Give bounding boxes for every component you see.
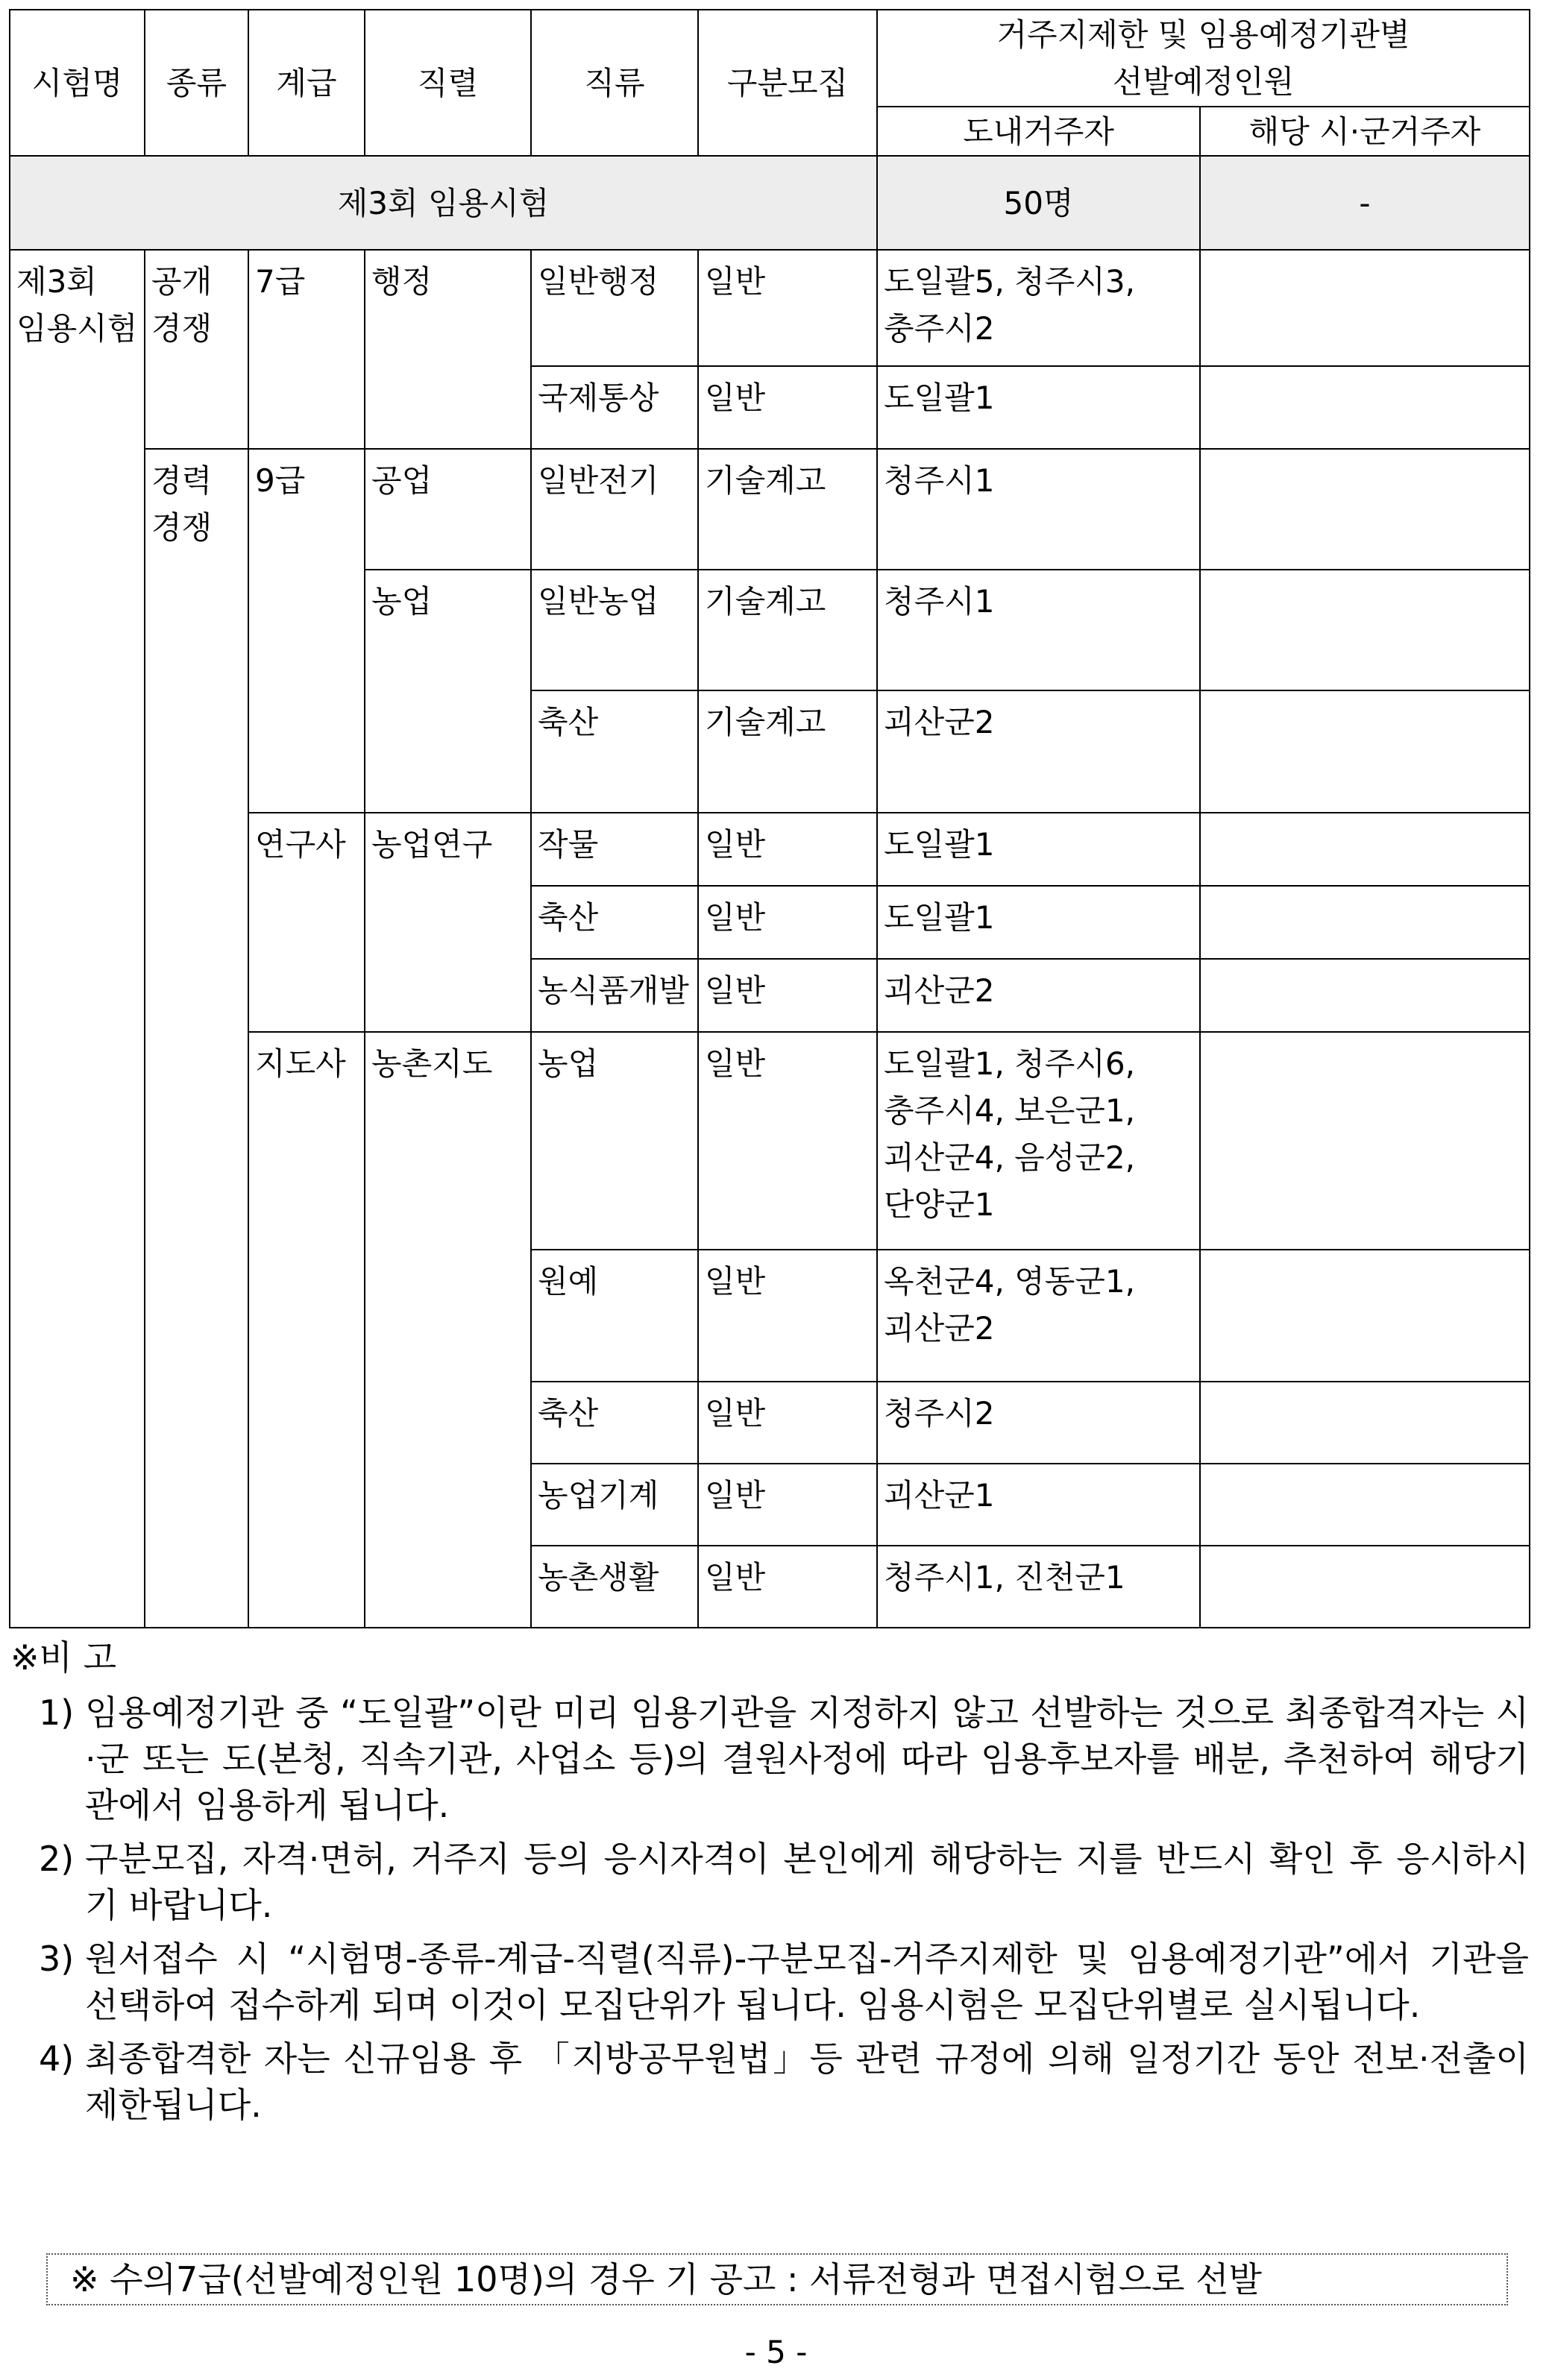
local-quota-cell xyxy=(1201,1464,1529,1472)
notes-section xyxy=(9,1633,1529,2128)
series-agri-cell: 농업 xyxy=(371,582,433,620)
quota-cell: 청주시1 xyxy=(884,582,995,620)
series-industry-cell: 공업 xyxy=(371,462,433,499)
grade-instructor-cell: 지도사 xyxy=(255,1045,346,1083)
recruit-cell: 일반 xyxy=(705,1476,766,1514)
note-text: 원서접수 시 “시험명-종류-계급-직렬(직류)-구분모집-거주지제한 및 임용예정기관”에서 기관을 선택하여 접수하게 되며 이것이 모집단위가 됩니다. 임용시험은 모집단위별로 실시됩니다. xyxy=(85,1939,1529,2025)
note-number: 2) xyxy=(39,1839,75,1879)
quota-cell: 괴산군2 xyxy=(884,703,995,740)
category-cell: 축산 xyxy=(538,1394,599,1432)
recruit-cell: 일반 xyxy=(705,1558,766,1596)
quota-cell: 괴산군2 xyxy=(884,972,995,1010)
category-cell: 농업기계 xyxy=(538,1476,659,1514)
recruit-cell: 기술계고 xyxy=(705,703,826,740)
local-quota-cell xyxy=(1201,251,1529,258)
recruit-cell: 일반 xyxy=(705,380,766,417)
recruitment-table xyxy=(9,9,1530,1628)
category-cell: 농업 xyxy=(538,1045,599,1083)
quota-cell: 도일괄1, 청주시6, 충주시4, 보은군1, 괴산군4, 음성군2, 단양군1 xyxy=(884,1045,1135,1224)
quota-cell: 괴산군1 xyxy=(884,1476,995,1514)
series-admin-cell: 행정 xyxy=(371,263,433,300)
local-quota-cell xyxy=(1201,450,1529,457)
page-number: - 5 - xyxy=(744,2334,808,2370)
type-career-cell: 경력 경쟁 xyxy=(151,462,213,546)
local-quota-cell xyxy=(1201,813,1529,821)
summary-province-total: 50명 xyxy=(877,156,1200,250)
grade-9-cell: 9급 xyxy=(255,462,306,499)
quota-cell: 도일괄1 xyxy=(884,380,995,417)
note-text: 임용예정기관 중 “도일괄”이란 미리 임용기관을 지정하지 않고 선발하는 것으로 최종합격자는 시·군 또는 도(본청, 직속기관, 사업소 등)의 결원사정에 따라 임용후보자를 배분, 추천하여 해당기관에서 임용하게 됩니다. xyxy=(85,1693,1529,1825)
category-cell: 일반행정 xyxy=(538,263,659,300)
header-recruit-class: 구분모집 xyxy=(698,10,877,156)
recruit-cell: 기술계고 xyxy=(705,462,826,499)
recruit-cell: 일반 xyxy=(705,1045,766,1083)
series-rural-guidance-cell: 농촌지도 xyxy=(371,1045,493,1083)
header-series: 직렬 xyxy=(365,10,531,156)
header-type: 종류 xyxy=(145,10,248,156)
quota-cell: 청주시2 xyxy=(884,1394,995,1432)
category-cell: 농식품개발 xyxy=(538,972,689,1010)
header-quota-local: 해당 시·군거주자 xyxy=(1200,107,1530,156)
grade-researcher-cell: 연구사 xyxy=(255,825,346,863)
quota-cell: 청주시1 xyxy=(884,462,995,499)
quota-cell: 도일괄5, 청주시3, 충주시2 xyxy=(884,263,1135,347)
category-cell: 축산 xyxy=(538,899,599,936)
quota-cell: 청주시1, 진천군1 xyxy=(884,1558,1125,1596)
local-quota-cell xyxy=(1201,960,1529,967)
quota-cell: 도일괄1 xyxy=(884,825,995,863)
category-cell: 축산 xyxy=(538,703,599,740)
recruit-cell: 기술계고 xyxy=(705,582,826,620)
local-quota-cell xyxy=(1201,570,1529,578)
note-text: 구분모집, 자격·면허, 거주지 등의 응시자격이 본인에게 해당하는 지를 반드시 확인 후 응시하시기 바랍니다. xyxy=(85,1839,1529,1925)
series-agri-research-cell: 농업연구 xyxy=(371,825,493,863)
recruit-cell: 일반 xyxy=(705,1394,766,1432)
quota-cell: 옥천군4, 영동군1, 괴산군2 xyxy=(884,1263,1135,1347)
header-exam-name: 시험명 xyxy=(10,10,145,156)
header-quota-group: 거주지제한 및 임용예정기관별 선발예정인원 xyxy=(877,10,1530,107)
recruit-cell: 일반 xyxy=(705,899,766,936)
summary-label: 제3회 임용시험 xyxy=(10,156,877,250)
note-item xyxy=(9,2036,1529,2128)
category-cell: 작물 xyxy=(538,825,599,863)
recruit-cell: 일반 xyxy=(705,825,766,863)
grade-7-cell: 7급 xyxy=(255,263,306,300)
category-cell: 농촌생활 xyxy=(538,1558,659,1596)
local-quota-cell xyxy=(1201,691,1529,699)
header-grade: 계급 xyxy=(248,10,365,156)
notice-box: ※ 수의7급(선발예정인원 10명)의 경우 기 공고 : 서류전형과 면접시험으로 선발 xyxy=(46,2253,1508,2305)
local-quota-cell xyxy=(1201,1546,1529,1554)
note-text: 최종합격한 자는 신규임용 후 「지방공무원법」등 관련 규정에 의해 일정기간 동안 전보·전출이 제한됩니다. xyxy=(85,2039,1529,2125)
note-item xyxy=(9,1936,1529,2028)
quota-cell: 도일괄1 xyxy=(884,899,995,936)
local-quota-cell xyxy=(1201,367,1529,374)
type-open-cell: 공개 경쟁 xyxy=(151,263,213,347)
note-item xyxy=(9,1690,1529,1828)
recruit-cell: 일반 xyxy=(705,972,766,1010)
note-number: 3) xyxy=(39,1939,75,1979)
recruit-cell: 일반 xyxy=(705,1263,766,1300)
note-item xyxy=(9,1836,1529,1928)
local-quota-cell xyxy=(1201,1382,1529,1390)
notes-title: ※비 고 xyxy=(10,1637,117,1678)
local-quota-cell xyxy=(1201,1033,1529,1040)
header-quota-province: 도내거주자 xyxy=(877,107,1200,156)
recruit-cell: 일반 xyxy=(705,263,766,300)
note-number: 4) xyxy=(39,2039,75,2079)
category-cell: 일반전기 xyxy=(538,462,659,499)
category-cell: 일반농업 xyxy=(538,582,659,620)
summary-local-total: - xyxy=(1200,156,1530,250)
local-quota-cell xyxy=(1201,1250,1529,1258)
local-quota-cell xyxy=(1201,887,1529,894)
category-cell: 국제통상 xyxy=(538,380,659,417)
header-category: 직류 xyxy=(531,10,698,156)
note-number: 1) xyxy=(39,1693,75,1733)
exam-name-cell: 제3회 임용시험 xyxy=(16,263,138,347)
category-cell: 원예 xyxy=(538,1263,599,1300)
